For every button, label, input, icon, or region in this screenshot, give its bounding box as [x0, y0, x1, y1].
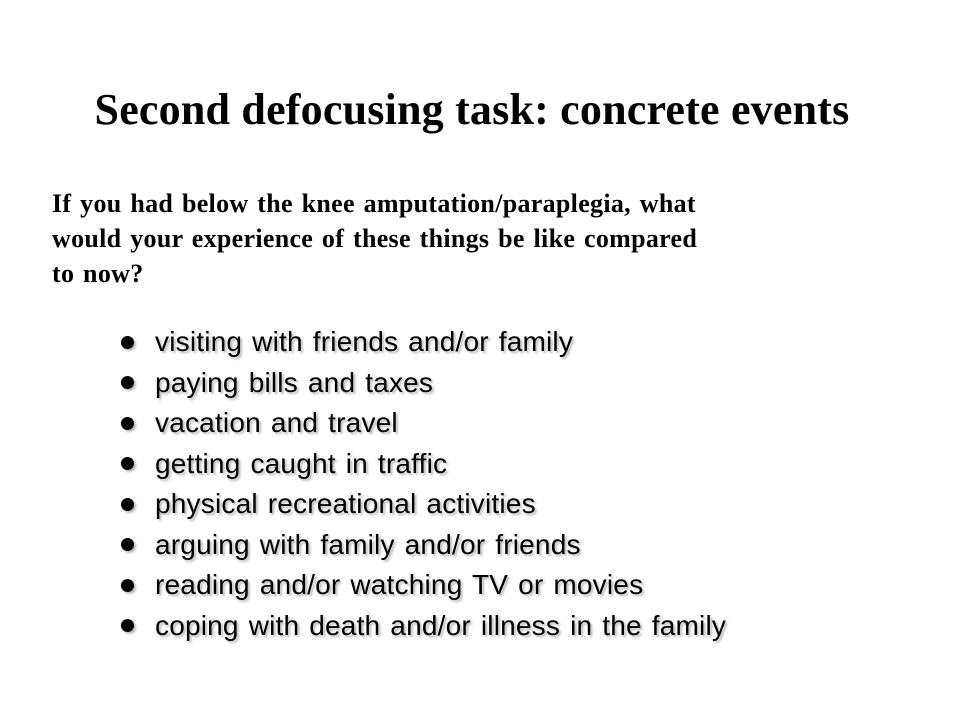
activity-item-coping: [114, 606, 726, 647]
activity-label: vacation and travel: [155, 407, 398, 439]
question-text: [52, 186, 852, 291]
activity-item-arguing: [114, 525, 726, 566]
bullet-icon: [121, 457, 134, 470]
activity-item-bills: [114, 363, 726, 404]
bullet-icon: [121, 619, 134, 632]
slide-title: Second defocusing task: concrete events: [94, 85, 850, 134]
activity-label: coping with death and/or illness in the family: [155, 609, 727, 641]
activity-list: [114, 322, 726, 646]
question-line: If you had below the knee amputation/paraplegia, what: [52, 189, 696, 218]
question-line: to now?: [52, 259, 144, 288]
activity-item-traffic: [114, 444, 726, 485]
activity-item-recreation: [114, 484, 726, 525]
bullet-icon: [121, 376, 134, 389]
activity-label: paying bills and taxes: [155, 366, 434, 398]
activity-label: visiting with friends and/or family: [155, 326, 574, 358]
bullet-icon: [121, 498, 134, 511]
bullet-icon: [121, 579, 134, 592]
activity-label: physical recreational activities: [155, 488, 536, 520]
activity-item-visiting: [114, 322, 726, 363]
question-line: would your experience of these things be like compared: [52, 224, 698, 253]
activity-item-vacation: [114, 403, 726, 444]
activity-item-reading: [114, 565, 726, 606]
activity-label: reading and/or watching TV or movies: [155, 569, 644, 601]
bullet-icon: [121, 538, 134, 551]
activity-label: arguing with family and/or friends: [155, 528, 581, 560]
bullet-icon: [121, 336, 134, 349]
activity-label: getting caught in traffic: [155, 447, 448, 479]
bullet-icon: [121, 417, 134, 430]
